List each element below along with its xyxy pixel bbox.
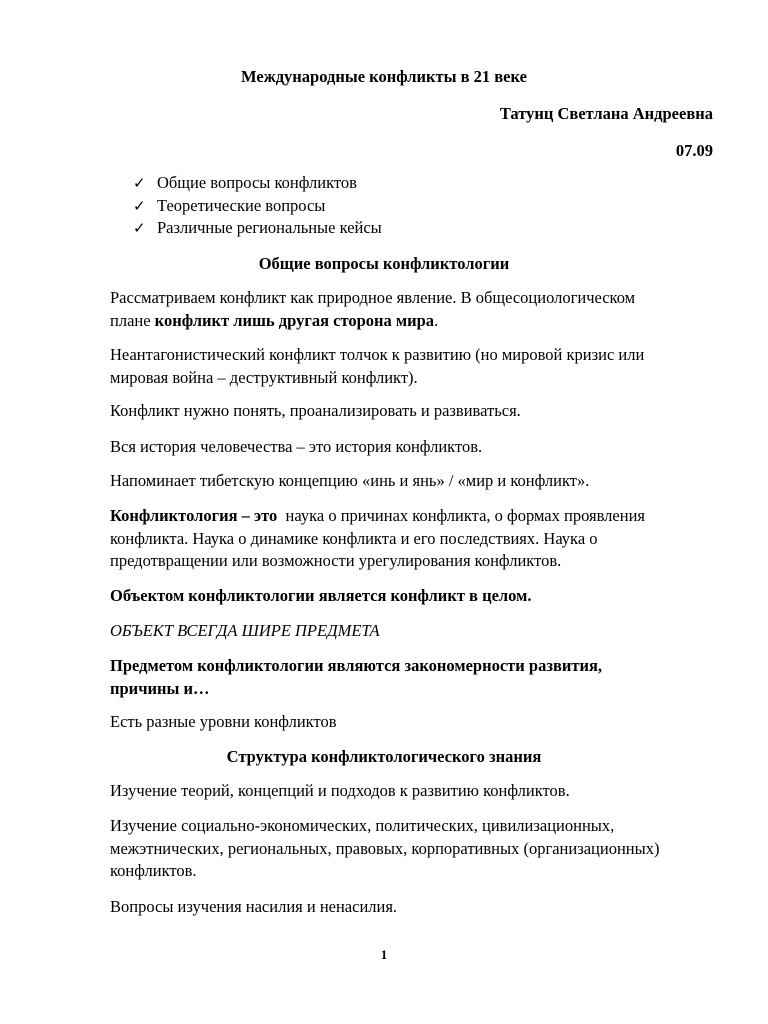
paragraph-line: Вопросы изучения насилия и ненасилия. [110, 897, 398, 916]
page-number: 1 [380, 947, 388, 962]
paragraph-line: Объектом конфликтологии является конфликт в целом. [110, 586, 532, 605]
paragraph-line: причины и… [110, 679, 210, 698]
text-span: . [434, 311, 439, 330]
paragraph-line: Изучение социально-экономических, политических, цивилизационных, [110, 816, 615, 835]
paragraph-line: Предметом конфликтологии являются закономерности развития, [110, 656, 603, 675]
paragraph-line [110, 505, 645, 527]
document-title: Международные конфликты в 21 веке [241, 67, 527, 86]
paragraph-line: ОБЪЕКТ ВСЕГДА ШИРЕ ПРЕДМЕТА [110, 621, 380, 640]
checklist-item: Теоретические вопросы [157, 196, 326, 215]
author-name: Татунц Светлана Андреевна [499, 104, 713, 123]
paragraph-line: Напоминает тибетскую концепцию «инь и янь» / «мир и конфликт». [110, 471, 590, 490]
text-span: плане [110, 311, 155, 330]
paragraph-line: мировая война – деструктивный конфликт). [110, 368, 418, 387]
checklist-item: Общие вопросы конфликтов [157, 173, 357, 192]
checklist-item: Различные региональные кейсы [157, 218, 382, 237]
paragraph-line: межэтнических, региональных, правовых, корпоративных (организационных) [110, 839, 660, 858]
paragraph-line: предотвращении или возможности урегулирования конфликтов. [110, 551, 562, 570]
check-icon: ✓ [133, 219, 146, 237]
paragraph-line: Есть разные уровни конфликтов [110, 712, 337, 731]
lecture-date: 07.09 [675, 141, 713, 160]
paragraph-line: Конфликт нужно понять, проанализировать и развиваться. [110, 401, 521, 420]
bold-phrase: конфликт лишь другая сторона мира [154, 311, 435, 330]
paragraph-line: конфликтов. [110, 861, 197, 880]
paragraph-line: Рассматриваем конфликт как природное явление. В общесоциологическом [110, 288, 636, 307]
section-heading-general: Общие вопросы конфликтологии [258, 254, 510, 273]
paragraph-line: конфликта. Наука о динамике конфликта и его последствиях. Наука о [110, 529, 598, 548]
check-icon: ✓ [133, 197, 146, 215]
paragraph-line [110, 310, 438, 332]
check-icon: ✓ [133, 174, 146, 192]
paragraph-line: Неантагонистический конфликт толчок к развитию (но мировой кризис или [110, 345, 645, 364]
section-heading-structure: Структура конфликтологического знания [226, 747, 542, 766]
text-span: наука о причинах конфликта, о формах проявления [277, 506, 645, 525]
paragraph-line: Изучение теорий, концепций и подходов к развитию конфликтов. [110, 781, 570, 800]
bold-phrase: Конфликтология – это [110, 506, 278, 525]
paragraph-line: Вся история человечества – это история конфликтов. [110, 437, 483, 456]
